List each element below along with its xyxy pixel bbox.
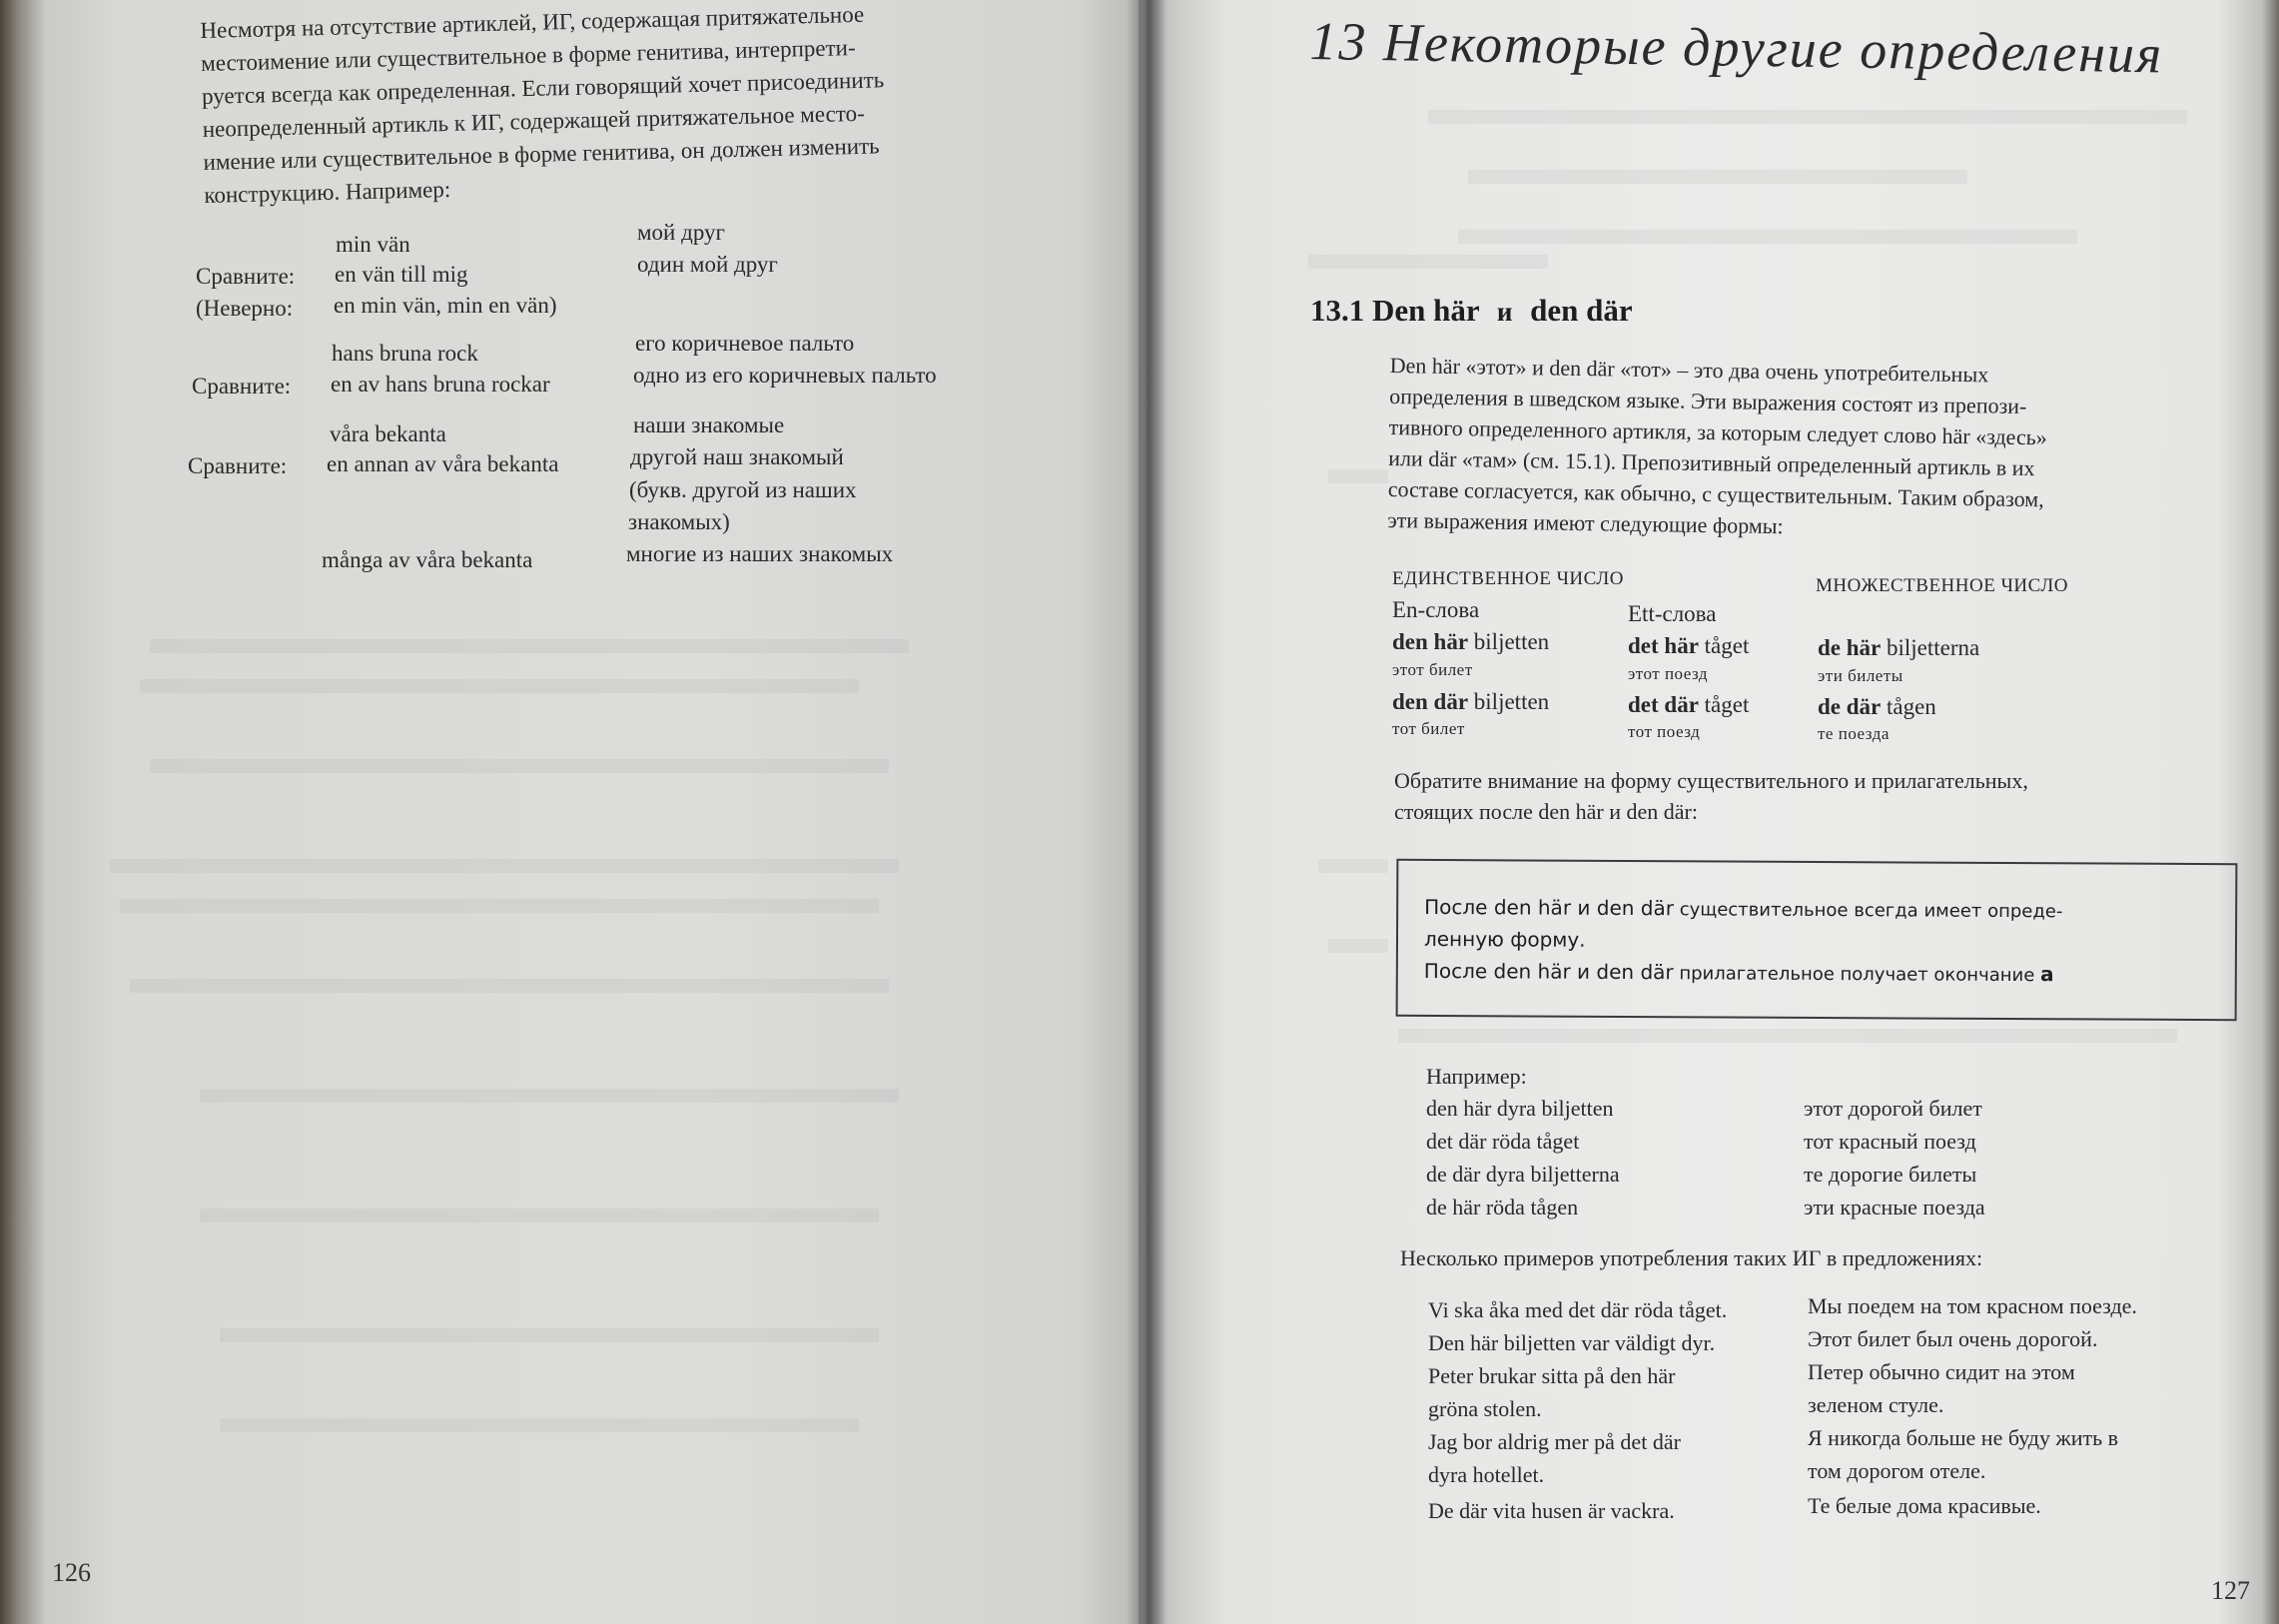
example-russian: другой наш знакомый	[630, 444, 844, 469]
show-through-line	[200, 1089, 899, 1103]
left-intro-paragraph	[200, 0, 1004, 212]
example-swedish: det där röda tåget	[1426, 1129, 1580, 1154]
note-line: Обратите внимание на форму существительного и прилагательных,	[1394, 768, 2028, 793]
sentence-russian: Этот билет был очень дорогой.	[1808, 1326, 2098, 1351]
paragraph-line: Несмотря на отсутствие артиклей, ИГ, содержащая притяжательное	[200, 1, 865, 43]
sentence-russian: Мы поедем на том красном поезде.	[1808, 1293, 2137, 1318]
page-number: 126	[52, 1558, 91, 1587]
example-label: (Неверно:	[196, 296, 294, 321]
form-gloss: этот поезд	[1628, 664, 1709, 683]
example-swedish: en annan av våra bekanta	[327, 451, 559, 476]
example-label: Сравните:	[188, 453, 288, 478]
section-part2: den där	[1530, 293, 1633, 328]
example-russian: этот дорогой билет	[1804, 1096, 1982, 1121]
example-swedish: de där dyra biljetterna	[1426, 1162, 1620, 1187]
sentence-russian: зеленом стуле.	[1808, 1392, 1944, 1417]
rule-line-1: После den här и den där существительное всегда имеет опреде-	[1424, 894, 2063, 923]
example-russian: тот красный поезд	[1804, 1129, 1976, 1154]
show-through-line	[1328, 939, 1388, 953]
show-through-line	[110, 859, 899, 873]
rule-box	[1396, 859, 2238, 1021]
form-gloss: этот билет	[1392, 660, 1473, 679]
form-plural-this: de här biljetterna	[1818, 635, 1980, 660]
right-intro-paragraph	[1387, 350, 2219, 548]
form-en-that: den där biljetten	[1392, 689, 1550, 714]
paragraph-line: неопределенный артикль к ИГ, содержащей притяжательное место-	[202, 100, 865, 142]
form-gloss: тот билет	[1392, 719, 1465, 738]
form-gloss: те поезда	[1818, 724, 1890, 743]
form-gloss: тот поезд	[1628, 722, 1701, 741]
example-russian: мой друг	[637, 220, 725, 245]
form-plural-that: de där tågen	[1818, 694, 1936, 719]
example-swedish: en vän till mig	[335, 262, 468, 287]
show-through-line	[1428, 110, 2187, 124]
examples-header: Например:	[1426, 1064, 1527, 1089]
show-through-line	[150, 759, 889, 773]
paragraph-line: руется всегда как определенная. Если говорящий хочет присоединить	[201, 67, 885, 109]
example-swedish: den här dyra biljetten	[1426, 1096, 1614, 1121]
show-through-line	[120, 899, 879, 913]
paragraph-line: конструкцию. Например:	[204, 176, 451, 208]
section-title	[1310, 293, 1633, 329]
example-label: Сравните:	[192, 374, 292, 399]
page-number: 127	[2211, 1576, 2250, 1605]
paragraph-line: тивного определенного артикля, за которым следует слово här «здесь»	[1388, 413, 2047, 450]
sentence-swedish: Vi ska åka med det där röda tåget.	[1428, 1297, 1728, 1322]
rule-line-2: ленную форму.	[1423, 926, 1586, 952]
rule-line-3: После den här и den där прилагательное получает окончание a	[1423, 958, 2054, 987]
example-russian: его коричневое пальто	[635, 331, 855, 356]
example-swedish: våra bekanta	[330, 421, 446, 446]
form-ett-this: det här tåget	[1628, 633, 1750, 658]
form-ett-that: det där tåget	[1628, 692, 1750, 717]
chapter-title: 13 Некоторые другие определения	[1309, 10, 2164, 85]
ett-words-header: Ett-слова	[1628, 601, 1717, 626]
example-swedish: en av hans bruna rockar	[331, 372, 550, 397]
sentences-header: Несколько примеров употребления таких ИГ в предложениях:	[1400, 1245, 1983, 1270]
example-swedish: hans bruna rock	[332, 341, 478, 366]
section-conjunction: и	[1496, 297, 1513, 327]
show-through-line	[220, 1418, 859, 1432]
show-through-line	[1468, 170, 1967, 184]
sentence-swedish: dyra hotellet.	[1428, 1462, 1545, 1487]
example-russian: знакомых)	[628, 509, 730, 534]
show-through-line	[150, 639, 909, 653]
show-through-line	[200, 1209, 879, 1222]
show-through-line	[1318, 859, 1388, 873]
book-gutter	[1127, 0, 1166, 1624]
section-number: 13.1	[1310, 293, 1365, 328]
example-swedish: min vän	[336, 232, 410, 257]
sentence-swedish: De där vita husen är vackra.	[1428, 1498, 1675, 1523]
section-part1: Den här	[1372, 293, 1480, 328]
paragraph-line: Den här «этот» и den där «тот» – это два очень употребительных	[1389, 352, 1989, 388]
show-through-line	[1308, 255, 1548, 269]
paragraph-line: определения в шведском языке. Эти выражения состоят из препози-	[1389, 383, 2027, 419]
en-words-header: En-слова	[1392, 597, 1480, 622]
example-russian: (букв. другой из наших	[629, 477, 857, 502]
show-through-line	[220, 1328, 879, 1342]
sentence-swedish: Peter brukar sitta på den här	[1428, 1363, 1676, 1388]
example-russian: эти красные поезда	[1804, 1195, 1985, 1219]
note-line: стоящих после den här и den där:	[1394, 799, 1698, 824]
example-russian: многие из наших знакомых	[626, 541, 894, 566]
sentence-russian: Петер обычно сидит на этом	[1808, 1359, 2075, 1384]
example-swedish: de här röda tågen	[1426, 1195, 1579, 1219]
form-en-this: den här biljetten	[1392, 629, 1550, 654]
singular-header: ЕДИНСТВЕННОЕ ЧИСЛО	[1392, 568, 1624, 589]
show-through-line	[130, 979, 889, 993]
sentence-russian: Я никогда больше не буду жить в	[1808, 1425, 2119, 1450]
example-swedish: en min vän, min en vän)	[334, 293, 557, 318]
paragraph-line: имение или существительное в форме генитива, он должен изменить	[203, 133, 880, 175]
show-through-line	[1328, 469, 1388, 483]
example-label: Сравните:	[196, 264, 296, 289]
show-through-line	[1458, 230, 2077, 244]
sentence-russian: том дорогом отеле.	[1808, 1458, 1986, 1483]
plural-header: МНОЖЕСТВЕННОЕ ЧИСЛО	[1816, 575, 2068, 596]
example-russian: те дорогие билеты	[1804, 1162, 1977, 1187]
sentence-swedish: gröna stolen.	[1428, 1396, 1542, 1421]
example-russian: одно из его коричневых пальто	[633, 363, 937, 388]
form-gloss: эти билеты	[1818, 666, 1903, 685]
show-through-line	[1398, 1029, 2177, 1043]
example-russian: один мой друг	[637, 252, 778, 277]
paragraph-line: или där «там» (см. 15.1). Препозитивный определенный артикль в их	[1388, 444, 2035, 481]
paragraph-line: составе согласуется, как обычно, с существительным. Таким образом,	[1387, 475, 2044, 512]
sentence-russian: Те белые дома красивые.	[1808, 1493, 2041, 1518]
example-russian: наши знакомые	[633, 412, 785, 437]
sentence-swedish: Den här biljetten var väldigt dyr.	[1428, 1330, 1716, 1355]
show-through-line	[140, 679, 859, 693]
paragraph-line: эти выражения имеют следующие формы:	[1387, 506, 1784, 539]
paragraph-line: местоимение или существительное в форме генитива, интерпрети-	[200, 34, 856, 76]
example-swedish: många av våra bekanta	[322, 547, 533, 572]
sentence-swedish: Jag bor aldrig mer på det där	[1428, 1429, 1681, 1454]
